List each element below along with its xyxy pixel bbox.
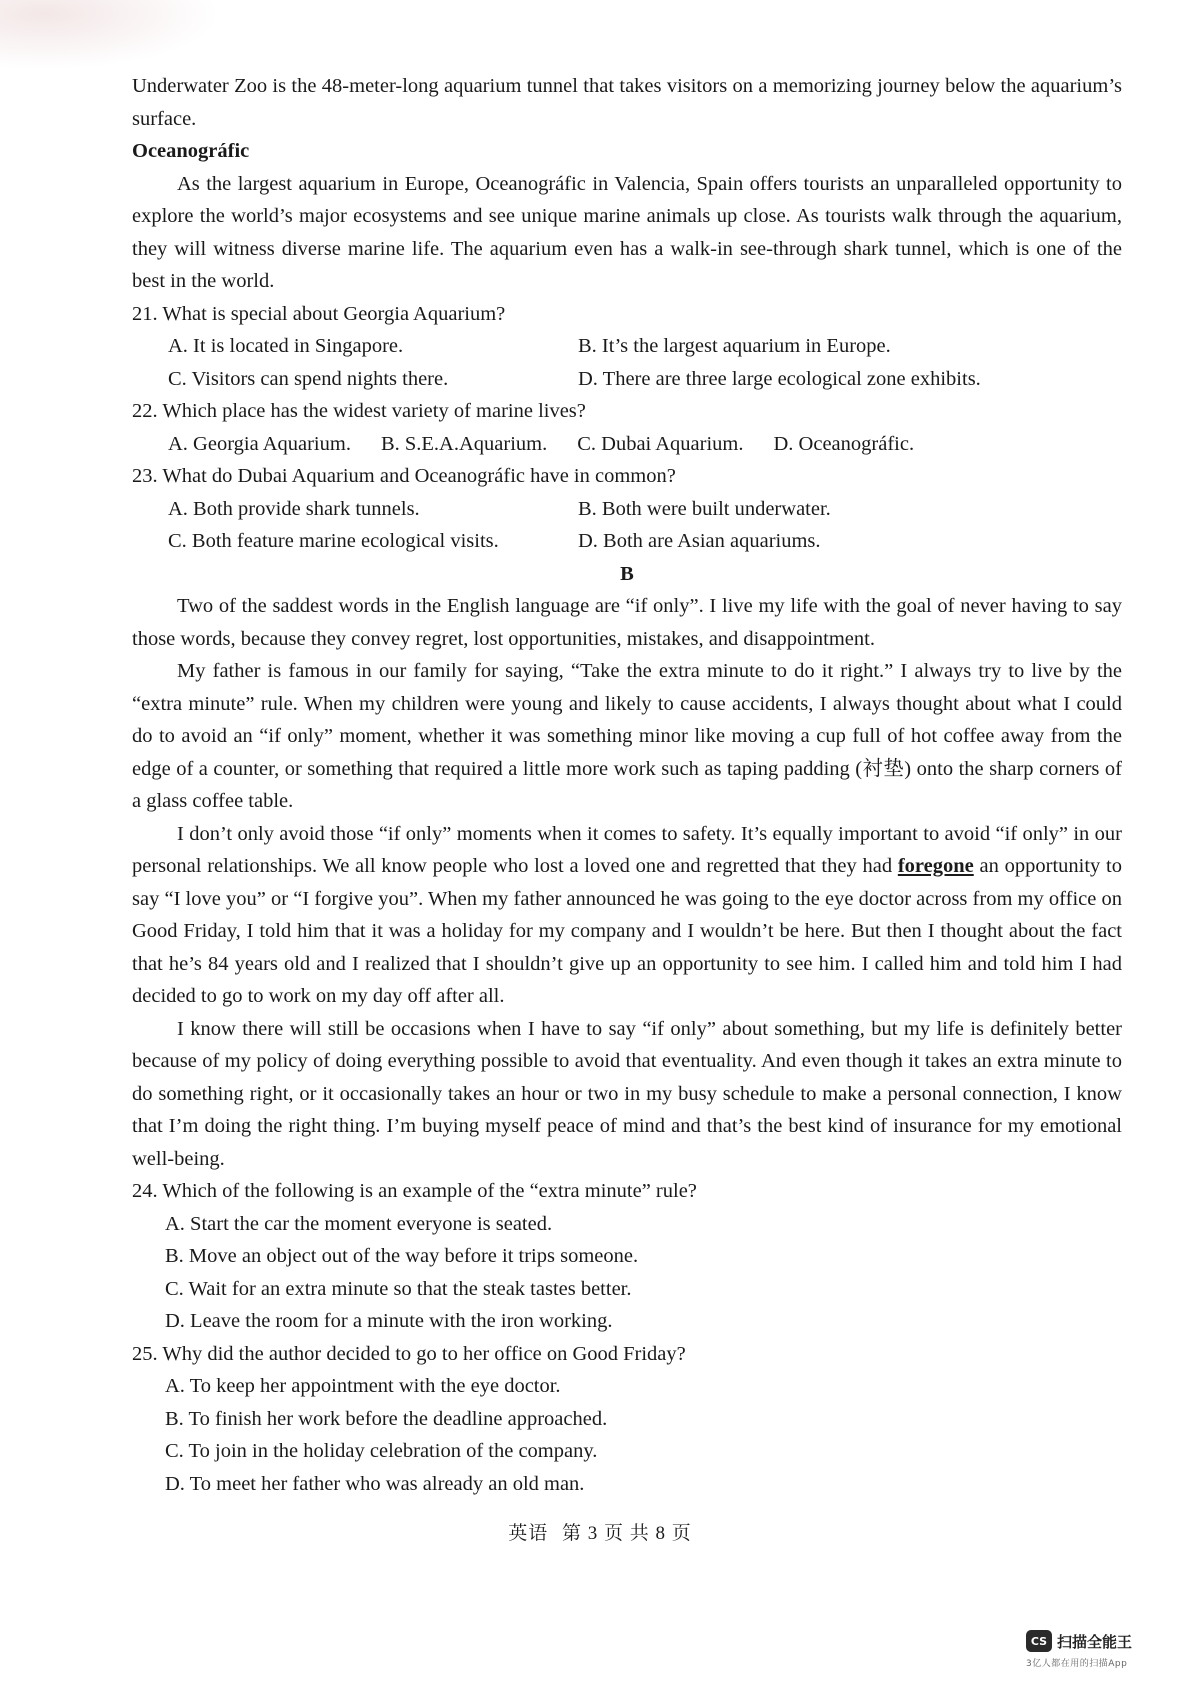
scan-smudge bbox=[0, 0, 220, 70]
oceanografic-heading: Oceanográfic bbox=[132, 140, 250, 162]
question-24-option-c: C. Wait for an extra minute so that the steak tastes better. bbox=[165, 1277, 632, 1300]
question-22-option-b: B. S.E.A.Aquarium. bbox=[380, 432, 548, 455]
section-b-paragraph-4: I know there will still be occasions when I have to say “if only” about something, but my life is definitely better because of my policy of doing everything possible to avoid that eventuality. And even though it takes an extra minute to do something right, or it occasionally takes an hour or two in my busy schedule to make a personal connection, I know that I’m doing the right thing. I’m buying myself peace of mind and that’s the best kind of insurance for my emotional well-being. bbox=[132, 1017, 1122, 1170]
question-23-options-row-1 bbox=[132, 493, 1122, 526]
question-21-options-row-1 bbox=[132, 330, 1122, 363]
footer-subject: 英语 bbox=[508, 1523, 549, 1544]
question-23-option-d: D. Both are Asian aquariums. bbox=[578, 530, 821, 552]
question-21-option-b: B. It’s the largest aquarium in Europe. bbox=[578, 335, 891, 357]
page-content bbox=[132, 70, 1122, 1500]
question-21-stem: 21. What is special about Georgia Aquarium? bbox=[132, 302, 506, 325]
question-22-stem: 22. Which place has the widest variety of marine lives? bbox=[132, 400, 586, 422]
question-22-option-a: A. Georgia Aquarium. bbox=[168, 432, 351, 455]
question-22-option-d: D. Oceanográfic. bbox=[773, 432, 915, 455]
underlined-word-foregone: foregone bbox=[897, 855, 974, 877]
section-b-paragraph-3 bbox=[132, 818, 1122, 1013]
question-24-option-b: B. Move an object out of the way before it trips someone. bbox=[165, 1245, 639, 1267]
oceanografic-paragraph: As the largest aquarium in Europe, Oceanográfic in Valencia, Spain offers tourists an unparalleled opportunity to explore the world’s major ecosystems and see unique marine animals up close. As tourists walk through the aquarium, they will witness diverse marine life. The aquarium even has a walk-in see-through shark tunnel, which is one of the best in the world. bbox=[132, 172, 1122, 292]
watermark-app-name: 扫描全能王 bbox=[1057, 1632, 1133, 1651]
question-23-option-a: A. Both provide shark tunnels. bbox=[168, 497, 420, 520]
camscanner-logo-icon: CS bbox=[1026, 1630, 1052, 1652]
paragraph-3-text-after: an opportunity to say “I love you” or “I forgive you”. When my father announced he was going to the eye doctor across from my office on Good Friday, I told him that it was a holiday for my company and I wouldn’t be here. But then I thought about the fact that he’s 84 years old and I realized that I shouldn’t give up an opportunity to see him. I called him and told him I had decided to go to work on my day off after all. bbox=[132, 855, 1122, 1007]
watermark-tagline: 3亿人都在用的扫描App bbox=[1026, 1659, 1128, 1669]
question-22-options-row bbox=[132, 428, 1122, 461]
question-21-option-d: D. There are three large ecological zone exhibits. bbox=[578, 367, 981, 390]
page-footer bbox=[0, 1518, 1200, 1545]
footer-page-number: 第 3 页 共 8 页 bbox=[562, 1523, 692, 1544]
question-24-option-a: A. Start the car the moment everyone is seated. bbox=[165, 1212, 553, 1235]
question-21-option-c: C. Visitors can spend nights there. bbox=[168, 367, 449, 390]
question-25-option-d: D. To meet her father who was already an old man. bbox=[165, 1472, 585, 1495]
question-23-option-c: C. Both feature marine ecological visits. bbox=[168, 530, 499, 552]
question-25-option-b: B. To finish her work before the deadline approached. bbox=[165, 1407, 608, 1430]
question-25-option-c: C. To join in the holiday celebration of the company. bbox=[165, 1440, 598, 1462]
question-25-option-a: A. To keep her appointment with the eye doctor. bbox=[165, 1375, 561, 1397]
question-23-stem: 23. What do Dubai Aquarium and Oceanográfic have in common? bbox=[132, 465, 676, 487]
scanner-watermark bbox=[1026, 1630, 1166, 1669]
passage-a-intro-line: Underwater Zoo is the 48-meter-long aquarium tunnel that takes visitors on a memorizing journey below the aquarium’s surface. bbox=[132, 75, 1122, 130]
question-21-options-row-2 bbox=[132, 363, 1122, 396]
question-23-option-b: B. Both were built underwater. bbox=[578, 497, 831, 520]
question-24-option-d: D. Leave the room for a minute with the iron working. bbox=[165, 1310, 613, 1332]
section-b-heading: B bbox=[620, 562, 634, 585]
paragraph-3-text-before: I don’t only avoid those “if only” moments when it comes to safety. It’s equally important to avoid “if only” in our personal relationships. We all know people who lost a loved one and regretted that they had bbox=[132, 822, 1122, 877]
section-b-paragraph-2: My father is famous in our family for saying, “Take the extra minute to do it right.” I always try to live by the “extra minute” rule. When my children were young and likely to cause accidents, I always thought about what I could do to avoid an “if only” moment, whether it was something minor like moving a cup full of hot coffee away from the edge of a counter, or something that required a little more work such as taping padding (衬垫) onto the sharp corners of a glass coffee table. bbox=[132, 660, 1122, 812]
section-b-paragraph-1: Two of the saddest words in the English language are “if only”. I live my life with the goal of never having to say those words, because they convey regret, lost opportunities, mistakes, and disappointment. bbox=[132, 595, 1122, 650]
question-22-option-c: C. Dubai Aquarium. bbox=[577, 432, 744, 455]
question-24-stem: 24. Which of the following is an example of the “extra minute” rule? bbox=[132, 1180, 697, 1202]
question-25-stem: 25. Why did the author decided to go to her office on Good Friday? bbox=[132, 1342, 686, 1365]
watermark-top bbox=[1026, 1630, 1166, 1652]
question-23-options-row-2 bbox=[132, 525, 1122, 558]
question-21-option-a: A. It is located in Singapore. bbox=[168, 335, 404, 357]
